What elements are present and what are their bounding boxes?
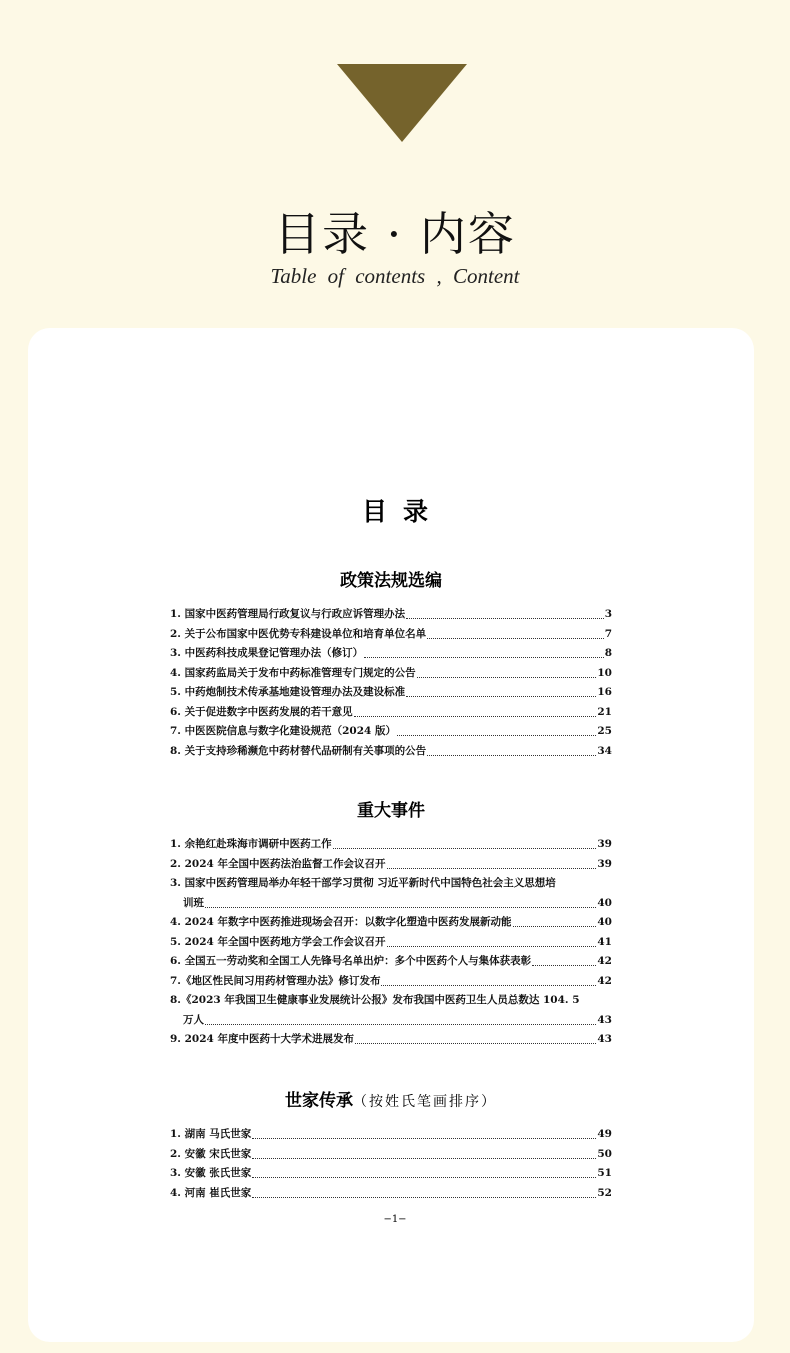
entry-page: 21	[597, 705, 612, 718]
page-number: −1−	[383, 1214, 407, 1225]
dot-leader	[205, 1024, 596, 1025]
dot-leader	[513, 926, 597, 927]
toc-entry[interactable]	[170, 703, 612, 723]
entry-title: 7. 中医医院信息与数字化建设规范（2024 版）	[170, 725, 396, 737]
dot-leader	[406, 696, 596, 697]
section-title-note: （按姓氏笔画排序）	[353, 1094, 497, 1110]
entry-title: 3. 国家中医药管理局举办年轻干部学习贯彻 习近平新时代中国特色社会主义思想培	[170, 877, 556, 889]
dot-leader	[397, 735, 596, 736]
toc-entry[interactable]	[170, 1125, 612, 1145]
entry-title: 8.《2023 年我国卫生健康事业发展统计公报》发布我国中医药卫生人员总数达 104. 5	[170, 994, 580, 1006]
entry-title: 9. 2024 年度中医药十大学术进展发布	[170, 1033, 354, 1045]
section-title-text: 政策法规选编	[340, 571, 442, 591]
toc-entry[interactable]	[170, 664, 612, 684]
section-title	[170, 566, 612, 591]
toc-entry[interactable]	[170, 835, 612, 855]
toc-entry[interactable]	[170, 1145, 612, 1165]
toc-entry[interactable]	[170, 644, 612, 664]
toc-entry[interactable]	[170, 1164, 612, 1184]
toc-entry-cont[interactable]	[170, 1011, 612, 1031]
triangle-ornament-icon	[337, 64, 467, 142]
section-policy	[170, 566, 612, 761]
entry-page: 43	[597, 1033, 612, 1045]
entry-page: 34	[597, 744, 612, 757]
entry-page: 49	[597, 1128, 612, 1140]
entry-title: 1. 国家中医药管理局行政复议与行政应诉管理办法	[170, 608, 406, 620]
dot-leader	[333, 848, 597, 849]
toc-heading: 目录	[361, 497, 444, 526]
toc-entry-cont[interactable]	[170, 894, 612, 914]
entry-page: 3	[604, 608, 612, 620]
section-title-text: 重大事件	[357, 801, 425, 821]
entry-page: 51	[597, 1167, 612, 1179]
toc-entry[interactable]	[170, 855, 612, 875]
dot-leader	[354, 716, 597, 717]
entry-title-cont: 万人	[183, 1013, 204, 1026]
entry-page: 50	[597, 1147, 612, 1160]
dot-leader	[427, 638, 604, 639]
entry-title: 6. 全国五一劳动奖和全国工人先锋号名单出炉：多个中医药个人与集体获表彰	[170, 955, 532, 967]
dot-leader	[387, 868, 597, 869]
toc-entry[interactable]	[170, 1030, 612, 1050]
toc-entry[interactable]	[170, 683, 612, 703]
section-events	[170, 796, 612, 1050]
toc-entry[interactable]	[170, 913, 612, 933]
toc-entry[interactable]	[170, 1184, 612, 1204]
entry-page: 25	[597, 725, 612, 737]
entry-title: 7.《地区性民间习用药材管理办法》修订发布	[170, 974, 381, 987]
toc-entry[interactable]	[170, 722, 612, 742]
section-title-text: 世家传承	[285, 1091, 353, 1111]
entry-page: 40	[597, 916, 612, 928]
dot-leader	[364, 657, 604, 658]
dot-leader	[427, 755, 596, 756]
entry-title: 3. 中医药科技成果登记管理办法（修订）	[170, 647, 364, 659]
entry-title: 5. 中药炮制技术传承基地建设管理办法及建设标准	[170, 686, 406, 698]
entry-title: 5. 2024 年全国中医药地方学会工作会议召开	[170, 935, 386, 948]
dot-leader	[387, 946, 597, 947]
toc-entry[interactable]	[170, 952, 612, 972]
entry-title: 1. 湖南 马氏世家	[170, 1128, 252, 1140]
entry-page: 52	[597, 1186, 612, 1199]
entry-title: 2. 安徽 宋氏世家	[170, 1147, 252, 1160]
page-title: 目录 · 内容	[274, 207, 516, 261]
toc-entry[interactable]	[170, 874, 612, 894]
dot-leader	[252, 1158, 596, 1159]
section-title	[170, 796, 612, 821]
dot-leader	[417, 677, 597, 678]
entry-title: 4. 国家药监局关于发布中药标准管理专门规定的公告	[170, 666, 416, 679]
entry-page: 10	[597, 666, 612, 679]
entry-page: 40	[597, 896, 612, 909]
dot-leader	[252, 1197, 596, 1198]
dot-leader	[406, 618, 604, 619]
toc-entry[interactable]	[170, 991, 612, 1011]
entry-page: 39	[597, 857, 612, 870]
dot-leader	[252, 1138, 596, 1139]
entry-title: 8. 关于支持珍稀濒危中药材替代品研制有关事项的公告	[170, 744, 427, 757]
entry-page: 41	[597, 935, 612, 948]
entry-page: 16	[597, 686, 612, 698]
entry-title: 2. 2024 年全国中医药法治监督工作会议召开	[170, 857, 386, 870]
section-families	[170, 1086, 612, 1203]
entry-page: 8	[604, 647, 612, 659]
entry-title: 4. 2024 年数字中医药推进现场会召开：以数字化塑造中医药发展新动能	[170, 916, 512, 928]
dot-leader	[252, 1177, 596, 1178]
entry-title: 2. 关于公布国家中医优势专科建设单位和培育单位名单	[170, 627, 427, 640]
section-title	[170, 1086, 612, 1111]
entry-title: 4. 河南 崔氏世家	[170, 1186, 252, 1199]
entry-title: 3. 安徽 张氏世家	[170, 1167, 252, 1179]
entry-page: 42	[597, 955, 612, 967]
entry-title: 6. 关于促进数字中医药发展的若干意见	[170, 705, 353, 718]
entry-title-cont: 训班	[183, 896, 204, 909]
dot-leader	[532, 965, 596, 966]
toc-entry[interactable]	[170, 742, 612, 762]
entry-page: 7	[604, 627, 612, 640]
toc-entry[interactable]	[170, 972, 612, 992]
entry-page: 42	[597, 974, 612, 987]
toc-entry[interactable]	[170, 625, 612, 645]
page-subtitle: Table of contents , Content	[270, 264, 520, 288]
dot-leader	[381, 985, 596, 986]
dot-leader	[205, 907, 596, 908]
toc-entry[interactable]	[170, 605, 612, 625]
dot-leader	[355, 1043, 596, 1044]
entry-title: 1. 余艳红赴珠海市调研中医药工作	[170, 838, 332, 850]
entry-page: 39	[597, 838, 612, 850]
toc-entry[interactable]	[170, 933, 612, 953]
entry-page: 43	[597, 1013, 612, 1026]
